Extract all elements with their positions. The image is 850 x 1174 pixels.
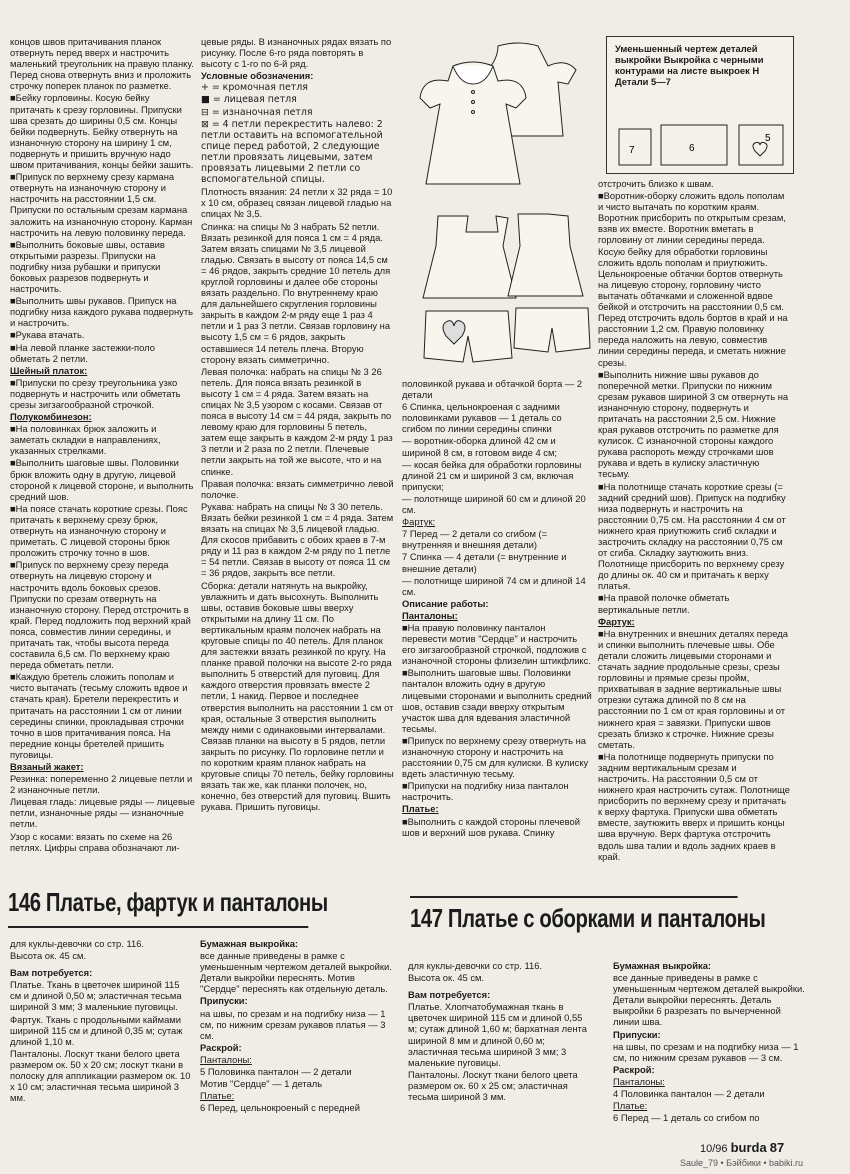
page-footer	[700, 1140, 784, 1155]
section-heading: Фартук:	[598, 615, 635, 627]
paragraph: цевые ряды. В изнаночных рядах вязать по рисунку. После 6-го ряда повторять в высоту с 1-го по 6-й ряд.	[201, 36, 392, 70]
paragraph: — косая бейка для обработки горловины длиной 21 см и шириной 3 см, включая припуски;	[402, 458, 582, 492]
section-heading: Раскрой:	[613, 1063, 655, 1075]
text-column-3	[402, 378, 592, 878]
piece-6-label: 6	[689, 143, 695, 154]
paragraph: отстрочить близко к швам.	[598, 178, 714, 189]
paragraph: ■Воротник-оборку сложить вдоль пополам и чисто вытачать по коротким краям. Воротник присборить по открытым срезам, взяв их вместе. Воротник вметать в горловину от линии середины переда. Косую бейку для обработки горловины сложить вдоль пополам и приутюжить. Цельнокроеные обтачки бортов отвернуть на лицевую сторону, горловину чисто вытачать обтачками и сложенной вдвое бейкой и отстрочить на расстоянии 0,5 см. Перед отстрочить вдоль бортов в край и на расстоянии 1,2 см. Правую половинку переда наложить на левую, совместив линии середины переда, и сметать нижние срезы.	[598, 190, 788, 368]
paragraph: Фартук. Ткань с продольными каймами шириной 115 см и длиной 0,35 м; сутаж длиной 1,10 м.	[10, 1013, 183, 1047]
paragraph: ■Выполнить с каждой стороны плечевой шов и верхний шов рукава. Спинку	[402, 815, 580, 838]
section-heading: Вязаный жакет:	[10, 761, 84, 772]
text-column-4	[598, 178, 790, 878]
paragraph: ■Каждую бретель сложить пополам и чисто вытачать (тесьму сложить вдвое и стачать края). Бретели перекрестить и притачать на расстоянии 1 см от линии середины спинки, прокладывая строчки точно в шов притачивания пояса. На передние концы бретелей пришить пуговицы.	[10, 671, 188, 760]
paragraph: ■Припуски по срезу треугольника узко подвернуть и настрочить или обметать срезы зигзагообразной строчкой.	[10, 376, 181, 410]
piece-7-label: 7	[629, 145, 635, 156]
piece-5-label: 5	[765, 133, 771, 144]
paragraph: ■На правую половинку панталон перевести мотив "Сердце" и настрочить его зигзагообразной строчкой, подложив с изнаночной стороны флизелин штикфликс.	[402, 621, 591, 667]
pattern-diagram-box	[606, 36, 794, 174]
paragraph: ■Припуск по верхнему срезу отвернуть на изнаночную сторону и настрочить на расстоянии 0,75 см для кулиски. В кулиску вдеть эластичную тесьму.	[402, 734, 589, 780]
heading-146: 146 Платье, фартук и панталоны	[8, 882, 308, 928]
section-heading: Панталоны:	[613, 1075, 665, 1087]
section-heading: Бумажная выкройка:	[613, 960, 712, 971]
paragraph: ■Выполнить боковые швы, оставив открытыми разрезы. Припуски на подгибку низа рубашки и припуски боковых разрезов подвернуть и настрочить.	[10, 238, 165, 295]
pattern-info-146	[200, 938, 393, 1138]
paragraph: концов швов притачивания планок отвернуть перед вверх и настрочить маленький треугольник на правую планку. Перед снова отвернуть вниз и проложить строчку поперек планок по разметке.	[10, 36, 194, 92]
section-heading: Вам потребуется:	[10, 967, 93, 979]
section-heading: Панталоны:	[200, 1053, 252, 1065]
legend-item: + = кромочная петля	[201, 82, 308, 94]
text-column-2	[201, 36, 394, 876]
paragraph: на швы, по срезам и на подгибку низа — 1 см, по нижним срезам рукавов платья — 3 см.	[200, 1007, 386, 1041]
paragraph: Резинка: попеременно 2 лицевые петли и 2 изнаночные петли.	[10, 773, 193, 796]
section-heading: Условные обозначения:	[201, 70, 314, 82]
section-heading: Вам потребуется:	[408, 989, 491, 1001]
section-heading: Платье:	[613, 1100, 648, 1112]
garment-illustration	[398, 36, 600, 376]
legend-item: ⊟ = изнаночная петля	[201, 106, 313, 118]
paragraph: ■Выполнить шаговые швы. Половинки панталон вложить одну в другую лицевыми сторонами и выполнить средний шов, оставив сзади вверху открытым участок шва для вдевания эластичной тесьмы.	[402, 667, 592, 734]
paragraph: ■Припуск по верхнему срезу кармана отвернуть на изнаночную сторону и настрочить на расстоянии 1,5 см. Припуски по остальным срезам кармана заложить на изнаночную сторону. Карман настрочить на левую половинку переда.	[10, 171, 193, 238]
paragraph: ■Рукава втачать.	[10, 329, 85, 341]
paragraph: ■Бейку горловины. Косую бейку притачать к срезу горловины. Припуски шва срезать до ширины 0,5 см. Концы бейки подвернуть. Бейку отвернуть на изнаночную сторону на ширину 1 см, подвернуть и пришить вручную надо швом притачивания, концы бейки зашить.	[10, 92, 194, 171]
paragraph: ■Припуски на подгибку низа панталон настрочить.	[402, 780, 569, 803]
paragraph: 6 Спинка, цельнокроеная с задними половинками рукавов — 1 деталь со сгибом по линии середины спинки	[402, 401, 562, 435]
text-column-1	[10, 36, 195, 876]
paragraph: для куклы-девочки со стр. 116.	[408, 960, 543, 971]
section-heading: Полукомбинезон:	[10, 411, 92, 423]
paragraph: 7 Перед — 2 детали со сгибом (= внутренняя и внешняя детали)	[402, 528, 548, 551]
paragraph: Высота ок. 45 см.	[10, 950, 87, 962]
paragraph: ■Выполнить нижние швы рукавов до поперечной метки. Припуски по нижним срезам рукавов шириной 3 см отвернуть на изнаночную сторону, подвернуть и притачать на расстоянии 2,5 см. Нижние края рукавов отстрочить по разметке для кулисок. С изнаночной стороны каждого рукава распороть между строчками шов рукава и вдеть в кулиску эластичную тесьму.	[598, 368, 789, 480]
paragraph: Рукава: набрать на спицы № 3 30 петель. Вязать бейки резинкой 1 см = 4 ряда. Затем вязать на спицах № 3,5 лицевой гладью. Для скосов прибавить с обоих краев в 7-м ряду и 11 раз в каждом 2-м ряду по 1 петле = 54 петли. Связав в высоту от пояса 11 см = 36 рядов, закрыть все петли.	[201, 500, 394, 579]
paragraph: 6 Перед, цельнокроеный с передней	[200, 1102, 360, 1114]
paragraph: Плотность вязания: 24 петли х 32 ряда = 10 х 10 см, образец связан лицевой гладью на спицах № 3,5.	[201, 186, 393, 220]
pattern-diagram-title: Уменьшенный чертеж деталей выкройки Выкройка с черными контурами на листе выкроек Н Детали 5—7	[615, 43, 764, 87]
paragraph: — полотнище шириной 74 см и длиной 14 см.	[402, 574, 586, 597]
paragraph: ■Припуск по верхнему срезу переда отвернуть на лицевую сторону и настрочить вдоль боковых срезов. Припуски по срезам отвернуть на изнаночную сторону. Перед отстрочить в край. Перед подложить под верхний край пояса, совместив линии середины, и притачать так, чтобы высота переда составила 6,5 см. По верхнему краю переда обметать петли.	[10, 559, 191, 671]
paragraph: Левая полочка: набрать на спицы № 3 26 петель. Для пояса вязать резинкой в высоту 1 см = 4 ряда. Затем вязать на спицах № 3,5 узором с косами. Связав от пояса в высоту 14 см = 44 ряда, закрыть по левому краю для горловины 5 петель, затем еще закрыть в каждом 2-м ряду 1 раз 3 петли и 2 раза по 2 петли. Плечевые петли закрыть на той же высоте, что и на спинке.	[201, 365, 393, 477]
legend-item: ⊠ = 4 петли перекрестить налево: 2 петли оставить на вспомогательной спице перед работой, 2 следующие петли провязать лицевыми, затем провязать лицевыми 2 петли со вспомогательной спицы.	[201, 118, 383, 186]
paragraph: ■На поясе стачать короткие срезы. Пояс притачать к верхнему срезу брюк, отвернуть на изнаночную сторону и приметать. С лицевой стороны брюк проложить строчку точно в шов.	[10, 502, 188, 559]
paragraph: Платье. Хлопчатобумажная ткань в цветочек шириной 115 см и длиной 0,55 м; сутаж длиной 1,60 м; бархатная лента шириной 8 мм и длиной 0,60 м; эластичная тесьма шириной 3 мм; 3 маленькие пуговицы.	[408, 1001, 587, 1068]
watermark: Saule_79 • Бэйбики • babiki.ru	[680, 1158, 804, 1168]
pattern-pieces	[615, 121, 787, 169]
section-heading: Припуски:	[200, 995, 248, 1007]
paragraph: Панталоны. Лоскут ткани белого цвета размером ок. 60 х 25 см; эластичная тесьма шириной 3 мм.	[408, 1068, 578, 1103]
section-heading: Припуски:	[613, 1028, 661, 1040]
paragraph: 6 Перед — 1 деталь со сгибом по	[613, 1112, 760, 1124]
paragraph: Сборка: детали натянуть на выкройку, увлажнить и дать высохнуть. Выполнить швы, оставив боковые швы вверху открытыми на длину 11 см. По вертикальным краям полочек набрать на круговые спицы по 40 петель. Для планок для застежки вязать резинкой по кругу. На планке правой полочки на высоте 2-го ряда выполнить 5 отверстий для пуговиц. Для каждого отверстия провязать вместе 2 петли, 1 накид. Первое и последнее отверстия выполнить на расстоянии 1 см от края, остальные 3 отверстия выполнить между ними с одинаковыми интервалами. Связав планки на высоту в 5 рядов, петли закрыть по рисунку. По горловине петли и по коротким краям планок набрать на круговые спицы 70 петель, бейку горловины вязать так же, как планки полочек, но, конечно, без отверстий для пуговиц. Вшить рукава. Пришить пуговицы.	[201, 579, 394, 813]
section-heading: Раскрой:	[200, 1041, 242, 1053]
paragraph: Платье. Ткань в цветочек шириной 115 см и длиной 0,50 м; эластичная тесьма шириной 3 мм; 3 маленькие пуговицы.	[10, 979, 182, 1013]
paragraph: Лицевая гладь: лицевые ряды — лицевые петли, изнаночные ряды — изнаночные петли.	[10, 796, 195, 830]
paragraph: на швы, по срезам и на подгибку низа — 1 см, по нижним срезам рукавов — 3 см.	[613, 1040, 799, 1063]
paragraph: ■На левой планке застежки-поло обметать 2 петли.	[10, 341, 155, 364]
paragraph: Узор с косами: вязать по схеме на 26 петлях. Цифры справа обозначают ли-	[10, 830, 180, 853]
legend-item: ■ = лицевая петля	[201, 94, 297, 106]
paragraph: Правая полочка: вязать симметрично левой полочке.	[201, 477, 394, 500]
section-heading: Платье:	[402, 803, 439, 815]
paragraph: Мотив "Сердце" — 1 деталь	[200, 1078, 323, 1090]
paragraph: половинкой рукава и обтачкой борта — 2 детали	[402, 378, 583, 401]
issue-number: 10/96	[700, 1143, 728, 1155]
paragraph: ■На половинках брюк заложить и заметать складки в направлениях, указанных стрелками.	[10, 423, 161, 457]
paragraph: все данные приведены в рамке с уменьшенным чертежом деталей выкройки. Детали выкройки переснять. Деталь выкройки 6 разрезать по вычерченной линии шва.	[613, 972, 805, 1028]
section-heading: Бумажная выкройка:	[200, 938, 299, 949]
page-number: 87	[769, 1140, 785, 1155]
paragraph: ■На внутренних и внешних деталях переда и спинки выполнить плечевые швы. Обе детали сложить лицевыми сторонами и стачать задние продольные срезы, срезы горловины и прямые срезы пройм, прихватывая в задние вертикальные швы отрезки сутажа длиной по 8 см на расстоянии по 1 см от края горловины и от нижнего края = завязки. Припуски швов срезать близко к строчке. Нижние срезы сметать.	[598, 627, 788, 750]
paragraph: ■Выполнить швы рукавов. Припуск на подгибку низа каждого рукава подвернуть и настрочить.	[10, 295, 194, 329]
materials-147	[408, 960, 593, 1130]
paragraph: — воротник-оборка длиной 42 см и шириной 8 см, в готовом виде 4 см;	[402, 435, 558, 458]
paragraph: ■На правой полочке обметать вертикальные петли.	[598, 592, 730, 615]
section-heading: Шейный платок:	[10, 364, 88, 376]
paragraph: ■На полотнище стачать короткие срезы (= задний средний шов). Припуск на подгибку низа подвернуть и настрочить на расстоянии 0,75 см. На расстоянии 4 см от нижнего края приутюжить сгиб складки и застрочить складку на расстоянии 0,75 см от сгиба. Складку заутюжить вниз. Полотнище присборить по верхнему срезу до длины ок. 40 см и притачать к верху платья.	[598, 480, 786, 592]
brand-name: burda	[730, 1140, 767, 1155]
materials-146	[10, 938, 193, 1138]
paragraph: для куклы-девочки со стр. 116.	[10, 938, 145, 949]
paragraph: 7 Спинка — 4 детали (= внутренние и внешние детали)	[402, 551, 567, 574]
paragraph: все данные приведены в рамке с уменьшенным чертежом деталей выкройки. Детали выкройки переснять. Мотив "Сердце" переснять как отдельную деталь.	[200, 950, 392, 995]
section-heading: Описание работы:	[402, 597, 489, 609]
paragraph: 4 Половинка панталон — 2 детали	[613, 1088, 765, 1100]
paragraph: 5 Половинка панталон — 2 детали	[200, 1066, 352, 1078]
section-heading: Панталоны:	[402, 609, 458, 621]
heading-147: 147 Платье с оборками и панталоны	[410, 896, 738, 942]
paragraph: ■Выполнить шаговые швы. Половинки брюк вложить одну в другую, лицевой стороной к лицевой стороне, и выполнить средний шов.	[10, 457, 194, 502]
section-heading: Фартук:	[402, 516, 436, 528]
paragraph: ■На полотнище подвернуть припуски по задним вертикальным срезам и настрочить. На расстоянии 0,5 см от нижнего края настрочить сутаж. Полотнище присборить по верхнему срезу и притачать к верху фартука. Припуски шва обметать вместе, заутюжить вверх и пришить концы шва вручную. Верх фартука отстрочить вдоль шва талии и вдоль задних краев в край.	[598, 750, 790, 862]
paragraph: Спинка: на спицы № 3 набрать 52 петли. Вязать резинкой для пояса 1 см = 4 ряда. Затем вязать спицами № 3,5 лицевой гладью. Связать в высоту от пояса 14,5 см = 46 рядов, закрыть средние 10 петель для круглой горловины и далее обе стороны вязать раздельно. По внутреннему краю для дальнейшего скругления горловины закрыть в каждом 2-м ряду еще 1 раз 4 петли и 1 раз 3 петли. Связав горловину на высоту 1,5 см = 6 рядов, закрыть оставшиеся 14 петель плеча. Вторую сторону вязать симметрично.	[201, 220, 391, 365]
pattern-info-147	[613, 960, 808, 1130]
paragraph: — полотнище шириной 60 см и длиной 20 см.	[402, 492, 586, 516]
section-heading: Платье:	[200, 1090, 235, 1102]
paragraph: Высота ок. 45 см.	[408, 972, 485, 984]
paragraph: Панталоны. Лоскут ткани белого цвета размером ок. 50 х 20 см; лоскут ткани в полоску для аппликации размером ок. 10 х 10 см; эластичная тесьма шириной 3 мм.	[10, 1047, 191, 1104]
